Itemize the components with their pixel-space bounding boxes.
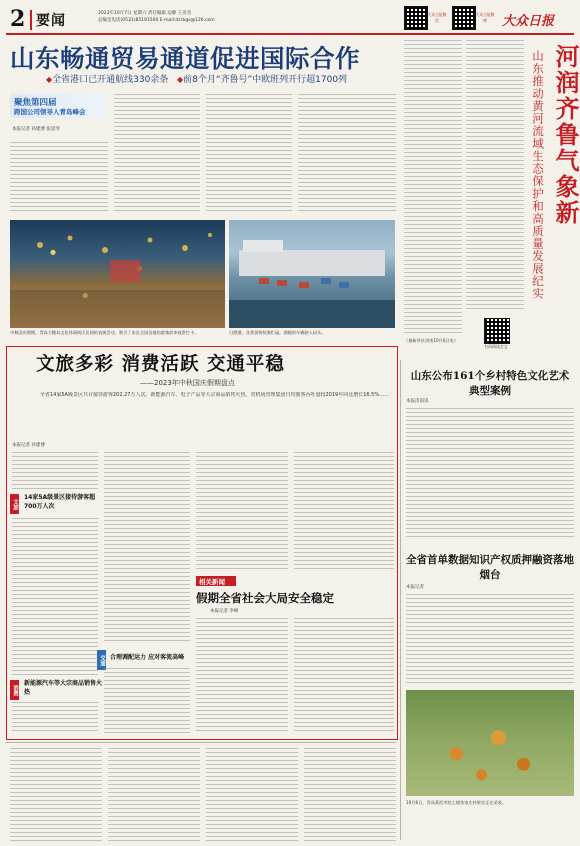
header-divider (30, 10, 32, 30)
culture-deck: ——2023年中秋国庆假期盘点 (140, 379, 235, 387)
culture-byline: 本报记者 孙建博 (12, 443, 45, 448)
related-byline: 本报记者 李峰 (210, 609, 239, 614)
column-rule (400, 360, 401, 840)
ip-byline: 本报记者 (406, 585, 424, 590)
diamond-icon: ◆ (176, 75, 184, 84)
village-body (406, 408, 574, 538)
banner-subtitle: 跨国公司领导人青岛峰会 (14, 108, 86, 116)
culture-headline: 文旅多彩 消费活跃 交通平稳 (36, 354, 285, 375)
lead-body-col3 (206, 94, 292, 214)
port-photo (229, 220, 395, 328)
lead-body-col2 (114, 94, 200, 214)
hotline-line: 总编室电话(0531)85193500 E-mail:dzrbgs@126.com (98, 18, 215, 23)
village-byline: 本报济南讯 (406, 399, 429, 404)
right-feature-headline: 河润齐鲁气象新 (551, 44, 580, 226)
weibo-qr-code[interactable] (452, 6, 476, 30)
fruit-caption: 10月6日，青岛莱西市院上镇张家庄村果农正在采收。 (406, 800, 507, 805)
ip-body (406, 594, 574, 686)
tag-consume: 消费 (10, 680, 19, 700)
masthead-logo: 大众日报 (502, 14, 555, 29)
right-feature-subhead: 山东推动黄河流域生态保护和高质量发展纪实 (531, 50, 545, 300)
wechat-qr-caption: 大众日报微信 (427, 12, 447, 23)
port-photo-caption: 日照港，各类货物装卸忙碌，满载的车辆驶入码头。 (229, 330, 326, 335)
qr-caption: 扫码阅读全文 (484, 344, 508, 349)
bottom-body-d (304, 748, 396, 842)
banner-title: 聚焦第四届 (14, 98, 57, 108)
page-header (6, 4, 574, 36)
lead-body-col1 (10, 142, 108, 214)
sub-tourism: 14家5A级景区接待游客超700万人次 (24, 494, 96, 510)
bottom-body-c (206, 748, 298, 842)
festival-photo (10, 220, 225, 328)
date-line: 2023年10月7日 星期六 责任编辑 边静 王亚杰 (98, 11, 192, 16)
festival-photo-caption: 中秋国庆假期，青岛大鲍岛文化休闲街区民间的表演活动，吸引了来自全国各地的游客前来观赏打卡。 (10, 330, 199, 335)
lead-body-col4 (298, 94, 396, 214)
lead-subhead (46, 72, 347, 85)
section-title: 要闻 (36, 13, 66, 29)
fruit-photo (406, 690, 574, 796)
header-rule (6, 33, 574, 35)
weibo-qr-caption: 大众日报微博 (475, 12, 495, 23)
culture-intro: 全省14家5A级景区共计接待游客202.27万人次。新能源汽车、电子产品等大宗商品销售火热，省机场管理集团日均旅客吞吐量较2019年同比增长16.5%…… (40, 392, 390, 398)
article-qr-code[interactable] (484, 318, 510, 344)
lead-headline: 山东畅通贸易通道促进国际合作 (10, 44, 360, 73)
sub-transport: 合理调配运力 应对客流高峰 (110, 654, 185, 661)
lead-sub2: 前8个月“齐鲁号”中欧班列开行超1700列 (183, 75, 348, 85)
diamond-icon: ◆ (46, 75, 53, 84)
jump-note: （据新华社济南10月6日电） (404, 338, 459, 343)
lead-sub1: 全省港口已开通航线330余条 (52, 75, 169, 85)
sub-consume: 新能源汽车等大宗商品销售火热 (24, 680, 103, 696)
related-tag: 相关新闻 (199, 578, 225, 586)
wechat-qr-code[interactable] (404, 6, 428, 30)
ip-headline: 全省首单数据知识产权质押融资落地烟台 (406, 554, 574, 581)
right-body-col2 (466, 40, 524, 310)
bottom-body-b (108, 748, 200, 842)
lead-byline: 本报记者 孙建博 张思琴 (12, 127, 60, 132)
tag-transport: 交通 (97, 650, 106, 670)
tag-tourism: 文旅 (10, 494, 19, 514)
page-number: 2 (10, 6, 26, 32)
right-body-col1 (404, 40, 462, 335)
bottom-rule (6, 742, 396, 743)
village-headline: 山东公布161个乡村特色文化艺术典型案例 (410, 370, 570, 397)
culture-frame (6, 346, 398, 740)
summit-banner (10, 94, 106, 118)
bottom-body-a (10, 748, 102, 842)
related-headline: 假期全省社会大局安全稳定 (196, 591, 334, 605)
